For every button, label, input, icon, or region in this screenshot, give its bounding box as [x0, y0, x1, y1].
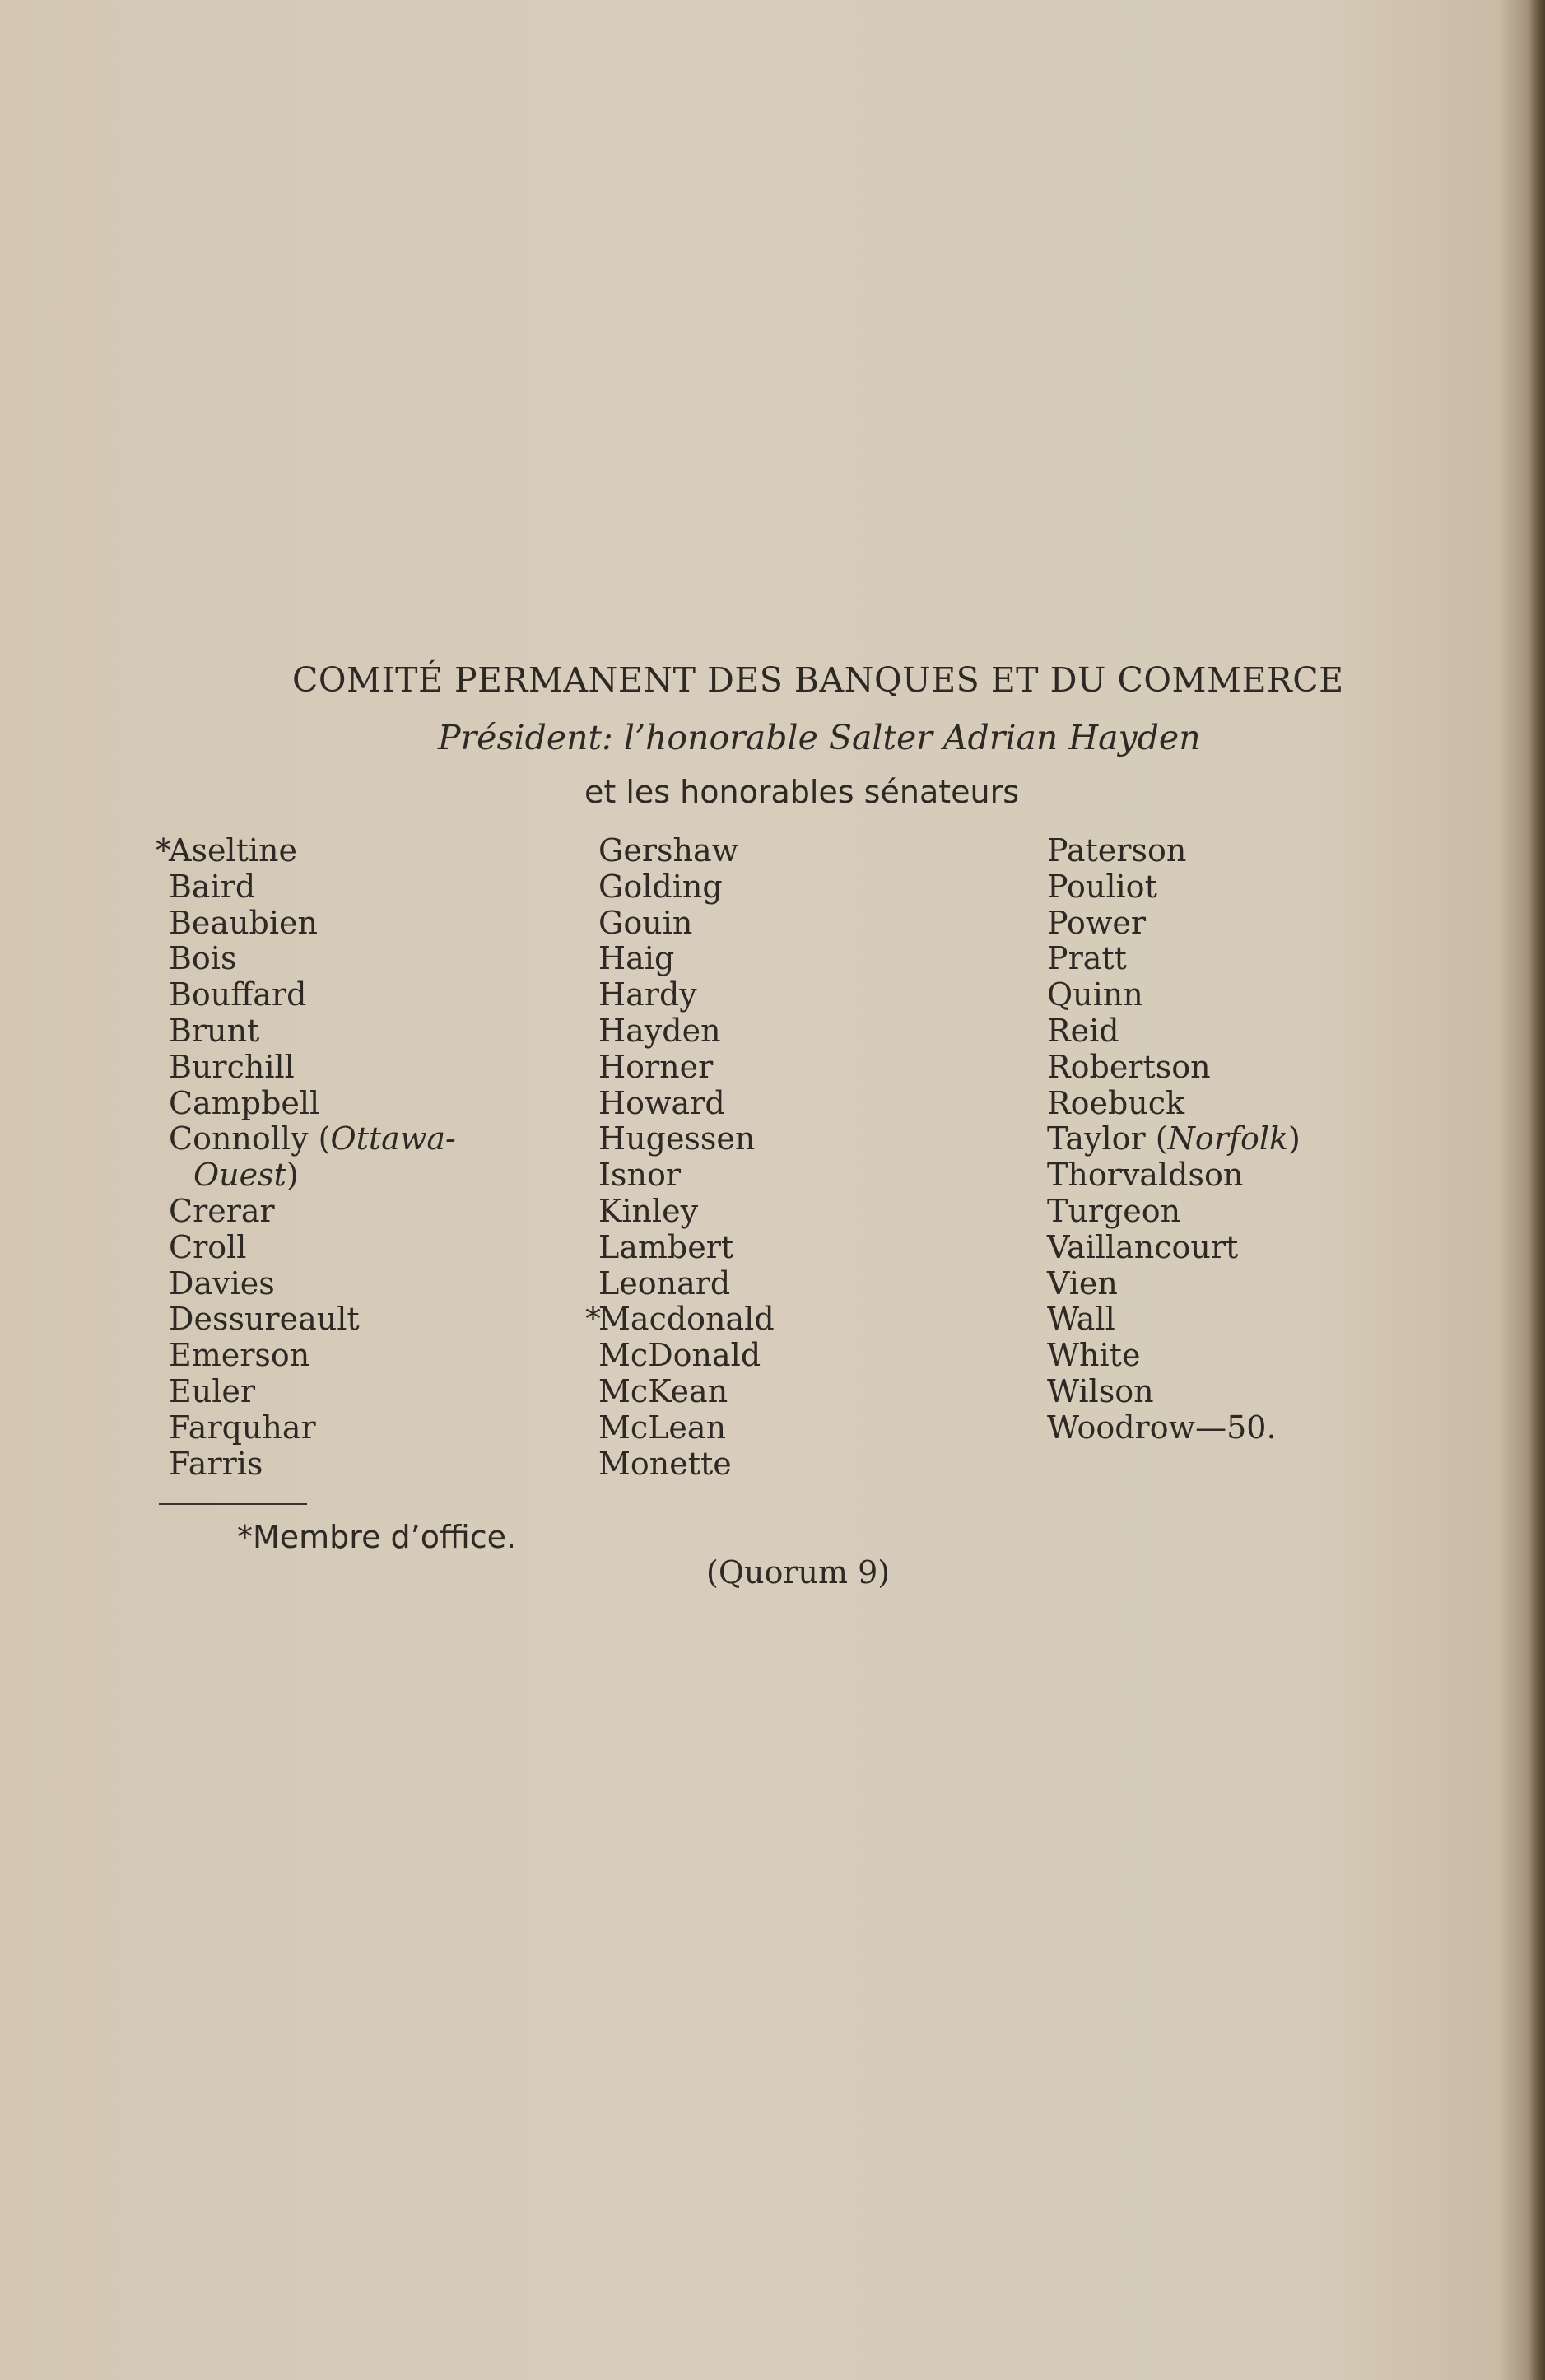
ex-officio-mark: *: [585, 1301, 601, 1338]
page-spine-shadow: [1527, 0, 1545, 2380]
senator-name: Isnor: [598, 1157, 682, 1194]
senator-name: Baird: [169, 868, 256, 905]
senator-name: Crerar: [169, 1192, 275, 1229]
senator-name: Wall: [1047, 1301, 1115, 1338]
senator-name: Wilson: [1047, 1372, 1154, 1409]
senator-name: Woodrow—50.: [1047, 1409, 1277, 1446]
senator-name: Lambert: [598, 1228, 734, 1265]
ex-officio-footnote: *Membre d’office.: [237, 1519, 517, 1555]
senator-name: Beaubien: [169, 904, 318, 941]
senator-name: Horner: [598, 1048, 714, 1085]
senator-name: Emerson: [169, 1337, 310, 1374]
senator-name: Leonard: [598, 1265, 731, 1302]
senator-name: Quinn: [1047, 976, 1143, 1013]
senator-name: Turgeon: [1047, 1192, 1181, 1229]
senator-name: Campbell: [169, 1084, 320, 1121]
senator-name: Monette: [598, 1445, 732, 1482]
senator-name: Farris: [169, 1445, 263, 1482]
senator-name: Robertson: [1047, 1048, 1211, 1085]
senator-name: Howard: [598, 1084, 725, 1121]
president-line: Président: l’honorable Salter Adrian Hayden: [438, 718, 1201, 757]
senator-name: Vien: [1047, 1265, 1118, 1302]
senator-name: Euler: [169, 1372, 256, 1409]
senator-column-3: [1047, 833, 1301, 1446]
senator-name: Hugessen: [598, 1120, 756, 1157]
ex-officio-mark: *: [156, 832, 171, 869]
senator-name: Thorvaldson: [1047, 1157, 1244, 1194]
quorum-note: (Quorum 9): [706, 1554, 891, 1591]
senator-name: Gouin: [598, 904, 693, 941]
senator-name: Davies: [169, 1265, 275, 1302]
senator-name-continuation: Ouest): [193, 1157, 299, 1194]
senator-name: Connolly (Ottawa-: [169, 1120, 456, 1157]
senator-name: Burchill: [169, 1048, 295, 1085]
senator-name: Hayden: [598, 1012, 721, 1049]
senator-name: Croll: [169, 1228, 247, 1265]
senator-column-1: [156, 832, 456, 1482]
senator-name: Gershaw: [598, 832, 739, 869]
senator-name: Reid: [1047, 1012, 1119, 1049]
senator-name: McDonald: [598, 1337, 761, 1374]
senator-name: Hardy: [598, 976, 697, 1013]
committee-title: COMITÉ PERMANENT DES BANQUES ET DU COMMERCE: [292, 660, 1344, 700]
senator-name: Roebuck: [1047, 1084, 1185, 1121]
senator-name: Bois: [169, 940, 237, 977]
senator-name: Haig: [598, 940, 675, 977]
senators-subtitle: et les honorables sénateurs: [584, 774, 1020, 810]
senator-name: Golding: [598, 868, 723, 905]
senator-name: McKean: [598, 1372, 728, 1409]
senator-name: *Aseltine: [156, 832, 297, 869]
senator-name: Dessureault: [169, 1301, 360, 1338]
senator-column-2: [585, 832, 775, 1482]
senator-name: White: [1047, 1337, 1141, 1374]
senator-name: Farquhar: [169, 1409, 316, 1446]
senator-name: Brunt: [169, 1012, 260, 1049]
senator-name: McLean: [598, 1409, 727, 1446]
senator-name: *Macdonald: [585, 1301, 775, 1338]
senator-name: Vaillancourt: [1047, 1228, 1239, 1265]
senator-name: Kinley: [598, 1192, 699, 1229]
senator-name: Power: [1047, 904, 1147, 941]
senator-name: Pouliot: [1047, 868, 1157, 905]
footnote-divider: [159, 1503, 307, 1505]
senator-name: Paterson: [1047, 832, 1187, 869]
senator-name: Taylor (Norfolk): [1047, 1120, 1301, 1157]
senator-name: Pratt: [1047, 940, 1127, 977]
senator-name: Bouffard: [169, 976, 307, 1013]
